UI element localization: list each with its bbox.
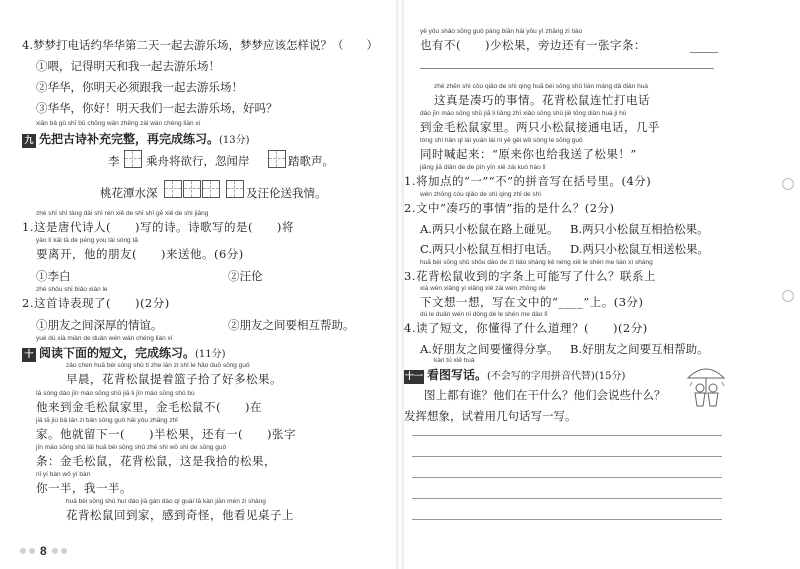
section10-score: (11分) <box>195 349 226 360</box>
writing-line[interactable] <box>412 456 722 457</box>
rq2-pinyin: wén zhōng còu qiǎo de shì qing zhǐ de shì <box>420 191 542 198</box>
passage-pinyin-3: jiā tā jiù bǎ lán zi bǎn sōng guǒ hái yǒu zhāng zhǐ <box>36 417 178 424</box>
poem-blank-box[interactable] <box>202 180 220 198</box>
q1-pinyin-2: yào lí kāi tā de péng you lái sòng tā <box>36 237 138 244</box>
passage-line-5: 你一半，我一半。 <box>36 481 132 495</box>
binding-hole <box>782 178 794 190</box>
passage-pinyin-5: nǐ yí bàn wǒ yí bàn <box>36 471 91 478</box>
q1-text-1: 1.这是唐代诗人( )写的诗。诗歌写的是( )将 <box>22 220 294 234</box>
passage-line-2: 他来到金毛松鼠家里，金毛松鼠不( )在 <box>36 400 262 414</box>
r-line-3: 到金毛松鼠家里。两只小松鼠接通电话，几乎 <box>420 120 660 134</box>
section11-prompt-1: 图上都有谁？他们在干什么？他们会说些什么？ <box>424 388 666 402</box>
poem-line1-char: 李 <box>108 154 120 168</box>
section9-title: 先把古诗补充完整，再完成练习。 <box>39 132 220 146</box>
section9-score: (13分) <box>219 135 250 146</box>
r-pinyin-2: zhè zhēn shì còu qiǎo de shì qing huā bèi sōng shǔ lián máng dǎ diàn huà <box>434 83 648 90</box>
section10-heading <box>22 344 226 362</box>
rq3-text: 3.花背松鼠收到的字条上可能写了什么？联系上 <box>404 269 656 283</box>
passage-line-6: 花背松鼠回到家，感到奇怪，他看见桌子上 <box>66 508 294 522</box>
r-pinyin-1: yě yǒu shǎo sōng guǒ páng biān hái yǒu yì zhāng zì tiáo <box>420 28 583 35</box>
rq1-text: 1.将加点的“一”“不”的拼音写在括号里。(4分) <box>404 174 652 188</box>
poem-blank-box[interactable] <box>164 180 182 198</box>
page-dot <box>61 548 67 554</box>
section11-pinyin: kàn tú xiě huà <box>434 357 475 364</box>
right-page <box>400 0 800 569</box>
q2-pinyin: zhè shǒu shī biǎo xiàn le <box>36 286 108 293</box>
section10-pinyin: yuè dú xià miàn de duǎn wén wán chéng liàn xí <box>36 335 173 342</box>
rq2-option-b: B.两只小松鼠互相拾松果。 <box>570 222 709 236</box>
section11-prompt-2: 发挥想象，试着用几句话写一写。 <box>404 409 577 423</box>
poem-blank-box[interactable] <box>268 150 286 168</box>
section11-number-badge: 十一 <box>404 372 423 382</box>
binding-hole <box>782 290 794 302</box>
rq2-option-c: C.两只小松鼠互相打电话。 <box>420 242 559 256</box>
r-pinyin-4: tóng shí hǎn qǐ lái yuán lái nǐ yě gěi wǒ sòng le sōng guǒ <box>420 137 583 144</box>
page-dot <box>29 548 35 554</box>
rq3-pinyin: huā bèi sōng shǔ shōu dào de zì tiáo shàng kě néng xiě le shén me lián xì shàng <box>420 259 653 266</box>
q4-option-2: ②华华，你明天必须跟我一起去游乐场！ <box>36 80 243 94</box>
section9-heading <box>22 130 250 148</box>
writing-line[interactable] <box>412 519 722 520</box>
note-blank-line[interactable] <box>690 52 718 53</box>
rq4-text: 4.读了短文，你懂得了什么道理？( )(2分) <box>404 321 648 335</box>
q2-text: 2.这首诗表现了( )(2分) <box>22 296 170 310</box>
rq4-option-b: B.好朋友之间要互相帮助。 <box>570 342 709 356</box>
q1-option-1: ①李白 <box>36 269 71 283</box>
section9-pinyin: xiān bǎ gǔ shī bǔ chōng wán zhěng zài wán chéng liàn xí <box>36 120 201 127</box>
rq1-pinyin: jiāng jiā diǎn de de pīn yīn xiě zài kuò hào lǐ <box>420 164 546 171</box>
q4-option-1: ①喂，记得明天和我一起去游乐场！ <box>36 59 220 73</box>
section9-number-badge: 九 <box>22 134 36 148</box>
passage-pinyin-6: huā bèi sōng shǔ huí dào jiā gǎn dào qí guài tā kàn jiàn mén zi shàng <box>66 498 266 505</box>
poem-line2-start: 桃花潭水深 <box>100 186 158 200</box>
writing-line[interactable] <box>412 435 722 436</box>
poem-line1-end: 踏歌声。 <box>288 154 334 168</box>
rq2-option-d: D.两只小松鼠互相送松果。 <box>570 242 709 256</box>
poem-line2-end: 及汪伦送我情。 <box>246 186 327 200</box>
writing-line[interactable] <box>412 477 722 478</box>
rq2-option-a: A.两只小松鼠在路上碰见。 <box>420 222 559 236</box>
rq4-pinyin: dú le duǎn wén nǐ dǒng dé le shén me dào lǐ <box>420 311 548 318</box>
page-number: 8 <box>40 544 47 558</box>
r-pinyin-3: dào jīn máo sōng shǔ jiā li liǎng zhī xiǎo sōng shǔ jiē tōng diàn huà jǐ hū <box>420 110 627 117</box>
q2-option-2: ②朋友之间要相互帮助。 <box>228 318 355 332</box>
poem-blank-box[interactable] <box>124 150 142 168</box>
r-line-2: 这真是凑巧的事情。花背松鼠连忙打电话 <box>434 93 650 107</box>
children-umbrella-illustration <box>684 360 728 412</box>
section11-title: 看图写话。 <box>427 368 488 382</box>
passage-line-4: 条：金毛松鼠，花背松鼠，这是我拾的松果， <box>36 454 276 468</box>
rq2-text: 2.文中“凑巧的事情”指的是什么？(2分) <box>404 201 615 215</box>
q1-pinyin-1: zhè shī shì táng dài shī rén xiě de shī shī gē xiě de shì jiāng <box>36 210 209 217</box>
poem-blank-box[interactable] <box>226 180 244 198</box>
section11-note: (不会写的字用拼音代替)(15分) <box>487 371 626 382</box>
note-blank-line[interactable] <box>420 68 714 69</box>
writing-line[interactable] <box>412 498 722 499</box>
passage-pinyin-4: jīn máo sōng shǔ lǎi huā bèi sōng shǔ zhè shì wǒ shí de sōng guǒ <box>36 444 227 451</box>
poem-blank-box[interactable] <box>183 180 201 198</box>
page-dot <box>20 548 26 554</box>
passage-pinyin-1: zǎo chen huā bèi sōng shǔ tí zhe lán zi shí le hǎo duō sōng guǒ <box>66 362 250 369</box>
passage-line-1: 早晨，花背松鼠提着篮子拾了好多松果。 <box>66 372 282 386</box>
r-line-4: 同时喊起来：“原来你也给我送了松果！” <box>420 147 637 161</box>
section10-title: 阅读下面的短文，完成练习。 <box>39 346 196 360</box>
rq4-option-a: A.好朋友之间要懂得分享。 <box>420 342 559 356</box>
rq3b-text: 下文想一想，写在文中的“____”上。(3分) <box>420 295 644 309</box>
poem-line1-mid: 乘舟将欲行，忽闻岸 <box>146 154 250 168</box>
passage-line-3: 家。他就留下一( )半松果，还有一( )张字 <box>36 427 296 441</box>
q1-option-2: ②汪伦 <box>228 269 263 283</box>
q2-option-1: ①朋友之间深厚的情谊。 <box>36 318 163 332</box>
q4-option-3: ③华华，你好！明天我们一起去游乐场，好吗？ <box>36 101 278 115</box>
q1-text-2: 要离开，他的朋友( )来送他。(6分) <box>36 247 244 261</box>
section10-number-badge: 十 <box>22 348 36 362</box>
rq3b-pinyin: xià wén xiǎng yi xiǎng xiě zài wén zhōng de <box>420 285 546 292</box>
page-dot <box>52 548 58 554</box>
q4-stem: 4.梦梦打电话约华华第二天一起去游乐场，梦梦应该怎样说？（ ） <box>22 38 378 52</box>
section11-heading <box>404 366 625 384</box>
r-line-1: 也有不( )少松果，旁边还有一张字条： <box>420 38 646 52</box>
passage-pinyin-2: tā sòng dào jīn máo sōng shǔ jiā li jīn máo sōng shǔ bú <box>36 390 195 397</box>
